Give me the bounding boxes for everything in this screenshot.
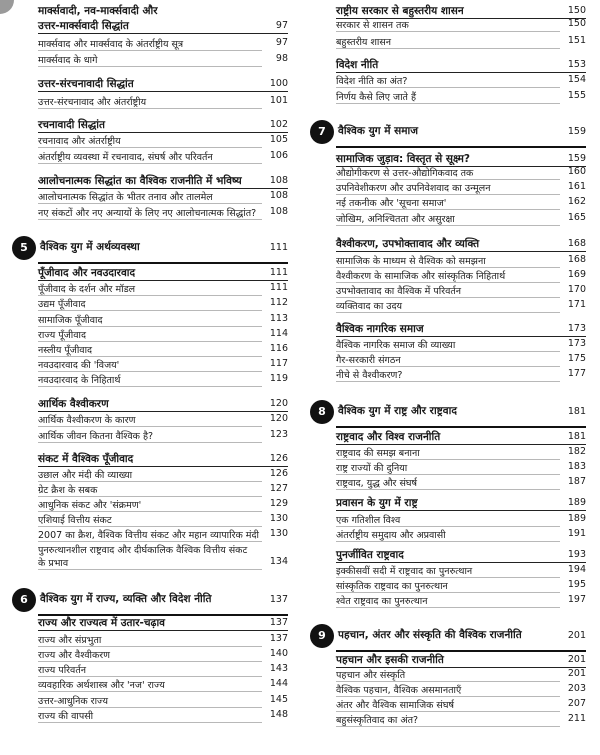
entry-title: अंतर्राष्ट्रीय व्यवस्था में रचनावाद, संघर्ष और परिवर्तन	[38, 152, 213, 163]
entry-title: अंतर और वैश्विक सामाजिक संघर्ष	[336, 700, 454, 711]
chapter-title: वैश्विक युग में अर्थव्यवस्था	[40, 241, 140, 253]
section-title: संकट में वैश्विक पूँजीवाद	[38, 453, 134, 465]
page-number: 102	[269, 119, 288, 130]
section-rule	[38, 630, 288, 631]
page-number: 114	[269, 328, 288, 339]
section-title: रचनावादी सिद्धांत	[38, 119, 105, 131]
page-number: 111	[269, 282, 288, 293]
entry-rule	[38, 50, 262, 51]
entry-title: एशियाई वित्तीय संकट	[38, 515, 112, 526]
entry-title: सांस्कृतिक राष्ट्रवाद का पुनरुत्थान	[336, 581, 448, 592]
entry-rule	[336, 179, 560, 180]
entry-title: राष्ट्रवाद की समझ बनाना	[336, 448, 420, 459]
page-number: 130	[269, 513, 288, 524]
section-rule	[336, 72, 586, 73]
section-title: उत्तर-मार्क्सवादी सिद्धांत	[38, 20, 129, 32]
section-title: प्रवासन के युग में राष्ट्र	[336, 497, 418, 509]
chapter-title: पहचान, अंतर और संस्कृति की वैश्विक राजनीति	[338, 629, 522, 641]
entry-title: मार्क्सवाद और मार्क्सवाद के अंतर्राष्ट्रीय सूत्र	[38, 39, 184, 50]
chapter-number-badge: 8	[310, 400, 334, 424]
page-number: 159	[567, 153, 586, 164]
page-number: 137	[269, 594, 288, 605]
section-rule	[336, 336, 586, 337]
chapter-title: वैश्विक युग में समाज	[338, 125, 419, 137]
entry-rule	[336, 225, 560, 226]
entry-title: उद्यम पूँजीवाद	[38, 299, 86, 310]
page-number: 129	[269, 498, 288, 509]
page-number: 175	[567, 353, 586, 364]
page-number: 126	[269, 453, 288, 464]
chapter-number-badge: 5	[12, 236, 36, 260]
entry-rule	[38, 386, 262, 387]
page-number: 197	[567, 594, 586, 605]
entry-rule	[38, 511, 262, 512]
entry-title: एक गतिशील विश्व	[336, 515, 401, 526]
section-title: उत्तर-संरचनावादी सिद्धांत	[38, 78, 134, 90]
entry-title: मार्क्सवाद के धागे	[38, 55, 98, 66]
page-number: 183	[567, 461, 586, 472]
page-number: 106	[269, 150, 288, 161]
page-number: 123	[269, 429, 288, 440]
page-number: 193	[567, 549, 586, 560]
page-number: 189	[567, 513, 586, 524]
entry-rule	[38, 426, 262, 427]
entry-title: गैर-सरकारी संगठन	[336, 355, 401, 366]
entry-title: राज्य की वापसी	[38, 711, 94, 722]
page-number: 155	[567, 90, 586, 101]
page-number: 191	[567, 528, 586, 539]
page-number: 154	[567, 74, 586, 85]
section-title: आर्थिक वैश्वीकरण	[38, 398, 109, 410]
entry-rule	[38, 163, 262, 164]
entry-title: नई तकनीक और 'सूचना समाज'	[336, 198, 447, 209]
page-number: 120	[269, 398, 288, 409]
page-number: 168	[567, 238, 586, 249]
page-number: 126	[269, 468, 288, 479]
section-title: पुनर्जीवित राष्ट्रवाद	[336, 549, 404, 561]
entry-title: नवउदारवाद की 'विजय'	[38, 360, 120, 371]
entry-rule	[38, 203, 262, 204]
entry-rule	[336, 87, 560, 88]
entry-rule	[336, 381, 560, 382]
entry-title: उछाल और मंदी की व्याख्या	[38, 470, 133, 481]
entry-rule	[38, 310, 262, 311]
entry-rule	[336, 267, 560, 268]
entry-title: नवउदारवाद के निहितार्थ	[38, 375, 121, 386]
page-number: 112	[269, 297, 288, 308]
section-title: पूँजीवाद और नवउदारवाद	[38, 267, 136, 279]
entry-title: वैश्वीकरण के सामाजिक और सांस्कृतिक निहितार्थ	[336, 271, 506, 282]
entry-rule	[38, 541, 262, 542]
entry-rule	[38, 341, 262, 342]
page-number: 111	[269, 267, 288, 278]
entry-title: आर्थिक वैश्वीकरण के कारण	[38, 415, 136, 426]
entry-rule	[336, 541, 560, 542]
entry-rule	[336, 681, 560, 682]
page-number: 153	[567, 59, 586, 70]
page-number: 137	[269, 617, 288, 628]
section-rule	[336, 510, 586, 511]
section-rule	[38, 91, 288, 92]
entry-rule	[336, 607, 560, 608]
entry-title: उपनिवेशीकरण और उपनिवेशवाद का उन्मूलन	[336, 183, 491, 194]
entry-rule	[336, 103, 560, 104]
page-number: 162	[567, 196, 586, 207]
entry-title: व्यवहारिक अर्थशास्त्र और 'नज' राज्य	[38, 680, 165, 691]
page-number: 181	[567, 431, 586, 442]
entry-title: आधुनिक संकट और 'संक्रमण'	[38, 500, 142, 511]
page-number: 203	[567, 683, 586, 694]
entry-title: रचनावाद और अंतर्राष्ट्रीय	[38, 136, 121, 147]
page-number: 108	[269, 190, 288, 201]
entry-title: सामाजिक के माध्यम से वैश्विक को समझना	[336, 256, 486, 267]
entry-title: औद्योगीकरण से उत्तर-औद्योगिकवाद तक	[336, 168, 474, 179]
page-number: 151	[567, 35, 586, 46]
page-number: 150	[567, 18, 586, 29]
page-number: 120	[269, 413, 288, 424]
page-number: 101	[269, 95, 288, 106]
page-number: 145	[269, 694, 288, 705]
entry-title: सरकार से शासन तक	[336, 20, 409, 31]
chapter-rule	[336, 650, 586, 652]
entry-title: राज्य और वैश्वीकरण	[38, 650, 111, 661]
entry-rule	[336, 577, 560, 578]
section-title: राष्ट्रीय सरकार से बहुस्तरीय शासन	[336, 5, 464, 17]
page-number: 100	[269, 78, 288, 89]
section-title: मार्क्सवादी, नव-मार्क्सवादी और	[38, 5, 158, 17]
page-number: 201	[567, 630, 586, 641]
page-number: 143	[269, 663, 288, 674]
entry-rule	[38, 661, 262, 662]
page-number: 137	[269, 633, 288, 644]
entry-title: जोखिम, अनिश्चितता और असुरक्षा	[336, 214, 455, 225]
entry-rule	[336, 297, 560, 298]
page-number: 161	[567, 181, 586, 192]
entry-title: राष्ट्र राज्यों की दुनिया	[336, 463, 408, 474]
entry-title: नए संकटों और नए अन्यायों के लिए नए आलोचनात्मक सिद्धांत?	[38, 208, 257, 219]
entry-rule	[38, 691, 262, 692]
entry-title: सामाजिक पूँजीवाद	[38, 315, 103, 326]
entry-title: उत्तर-संरचनावाद और अंतर्राष्ट्रीय	[38, 97, 147, 108]
section-rule	[336, 251, 586, 252]
section-title: पहचान और इसकी राजनीति	[336, 654, 444, 666]
page-number: 211	[567, 713, 586, 724]
entry-rule	[336, 526, 560, 527]
entry-rule	[336, 726, 560, 727]
entry-rule	[336, 194, 560, 195]
page-number: 140	[269, 648, 288, 659]
entry-title: वैश्विक पहचान, वैश्विक असमानताएँ	[336, 685, 462, 696]
page-number: 144	[269, 678, 288, 689]
entry-title: निर्णय कैसे लिए जाते हैं	[336, 92, 417, 103]
page-number: 189	[567, 497, 586, 508]
entry-title: व्यक्तिवाद का उदय	[336, 301, 403, 312]
chapter-number-badge: 9	[310, 624, 334, 648]
entry-title: इक्कीसवीं सदी में राष्ट्रवाद का पुनरुत्थान	[336, 566, 473, 577]
page-number: 201	[567, 668, 586, 679]
page-number: 173	[567, 323, 586, 334]
page-number: 116	[269, 343, 288, 354]
page-number: 173	[567, 338, 586, 349]
entry-title: आर्थिक जीवन कितना वैश्विक है?	[38, 431, 154, 442]
entry-title: आलोचनात्मक सिद्धांत के भीतर तनाव और तालमेल	[38, 192, 213, 203]
entry-title: पूँजीवाद के दर्शन और मॉडल	[38, 284, 136, 295]
entry-rule	[38, 442, 262, 443]
entry-title: बहुसंस्कृतिवाद का अंत?	[336, 715, 419, 726]
entry-rule	[38, 569, 262, 570]
section-title: राष्ट्रवाद और विश्व राजनीति	[336, 431, 441, 443]
page-number: 113	[269, 313, 288, 324]
section-rule	[38, 132, 288, 133]
entry-rule	[38, 108, 262, 109]
page-number: 160	[567, 166, 586, 177]
section-title: आलोचनात्मक सिद्धांत का वैश्विक राजनीति में भविष्य	[38, 175, 242, 187]
entry-rule	[336, 351, 560, 352]
entry-rule	[38, 646, 262, 647]
page-number: 148	[269, 709, 288, 720]
entry-rule	[38, 676, 262, 677]
chapter-rule	[336, 146, 586, 148]
entry-rule	[38, 66, 262, 67]
section-title: वैश्वीकरण, उपभोक्तावाद और व्यक्ति	[336, 238, 480, 250]
page-number: 98	[275, 53, 288, 64]
entry-rule	[336, 366, 560, 367]
section-rule	[336, 444, 586, 445]
chapter-title: वैश्विक युग में राष्ट्र और राष्ट्रवाद	[338, 405, 457, 417]
entry-title: वैश्विक नागरिक समाज की व्याख्या	[336, 340, 456, 351]
entry-rule	[336, 31, 560, 32]
entry-title: बहुस्तरीय शासन	[336, 37, 392, 48]
chapter-rule	[336, 426, 586, 428]
page-number: 134	[269, 556, 288, 567]
entry-title: राज्य पूँजीवाद	[38, 330, 87, 341]
page-number: 111	[269, 242, 288, 253]
entry-rule	[38, 481, 262, 482]
page-number: 182	[567, 446, 586, 457]
section-title: विदेश नीति	[336, 59, 379, 71]
entry-rule	[38, 295, 262, 296]
entry-title: अंतर्राष्ट्रीय समुदाय और अप्रवासी	[336, 530, 446, 541]
page-number: 168	[567, 254, 586, 265]
entry-rule	[336, 592, 560, 593]
entry-rule	[336, 312, 560, 313]
entry-rule	[336, 696, 560, 697]
entry-title: पुनरुत्थानशील राष्ट्रवाद और दीर्घकालिक वैश्विक वित्तीय संकट	[38, 545, 248, 556]
entry-rule	[336, 48, 560, 49]
entry-rule	[336, 474, 560, 475]
page-number: 165	[567, 212, 586, 223]
entry-rule	[38, 722, 262, 723]
page-number: 169	[567, 269, 586, 280]
entry-rule	[38, 147, 262, 148]
section-rule	[38, 466, 288, 467]
page-number: 195	[567, 579, 586, 590]
entry-rule	[336, 209, 560, 210]
entry-title: 2007 का क्रैश, वैश्विक वित्तीय संकट और महान व्यापारिक मंदी	[38, 530, 259, 541]
section-rule	[38, 411, 288, 412]
page-number: 159	[567, 126, 586, 137]
page-number: 207	[567, 698, 586, 709]
section-rule	[38, 188, 288, 189]
chapter-title: वैश्विक युग में राज्य, व्यक्ति और विदेश नीति	[40, 593, 212, 605]
page-corner-mark	[0, 0, 14, 14]
page-number: 150	[567, 5, 586, 16]
page-number: 119	[269, 373, 288, 384]
section-rule	[38, 33, 288, 34]
page-number: 108	[269, 175, 288, 186]
page-number: 170	[567, 284, 586, 295]
entry-title: उपभोक्तावाद का वैश्विक में परिवर्तन	[336, 286, 462, 297]
entry-rule	[38, 356, 262, 357]
page-number: 181	[567, 406, 586, 417]
entry-title: राज्य परिवर्तन	[38, 665, 87, 676]
entry-title: श्वेत राष्ट्रवाद का पुनरुत्थान	[336, 596, 428, 607]
entry-rule	[336, 459, 560, 460]
section-rule	[336, 562, 586, 563]
entry-title: विदेश नीति का अंत?	[336, 76, 408, 87]
entry-title: राष्ट्रवाद, युद्ध और संघर्ष	[336, 478, 417, 489]
entry-rule	[38, 219, 262, 220]
entry-rule	[38, 326, 262, 327]
page-number: 108	[269, 206, 288, 217]
entry-rule	[38, 526, 262, 527]
chapter-rule	[38, 262, 288, 264]
section-title: सामाजिक जुड़ाव: विस्तृत से सूक्ष्म?	[336, 153, 471, 165]
entry-title: नीचे से वैश्वीकरण?	[336, 370, 403, 381]
page-number: 105	[269, 134, 288, 145]
entry-title: राज्य और संप्रभुता	[38, 635, 102, 646]
entry-rule	[336, 282, 560, 283]
chapter-number-badge: 7	[310, 120, 334, 144]
page-number: 177	[567, 368, 586, 379]
chapter-number-badge: 6	[12, 588, 36, 612]
page-number: 130	[269, 528, 288, 539]
entry-title: ग्रेट क्रैश के सबक	[38, 485, 98, 496]
entry-title: के प्रभाव	[38, 558, 69, 569]
page-number: 97	[275, 37, 288, 48]
entry-rule	[38, 496, 262, 497]
page-number: 187	[567, 476, 586, 487]
section-title: वैश्विक नागरिक समाज	[336, 323, 424, 335]
entry-title: उत्तर-आधुनिक राज्य	[38, 696, 108, 707]
page-number: 127	[269, 483, 288, 494]
entry-rule	[336, 711, 560, 712]
entry-rule	[38, 707, 262, 708]
entry-rule	[336, 489, 560, 490]
page-number: 97	[275, 20, 288, 31]
page-number: 201	[567, 654, 586, 665]
page-number: 171	[567, 299, 586, 310]
page-number: 117	[269, 358, 288, 369]
page-number: 194	[567, 564, 586, 575]
section-title: राज्य और राज्यत्व में उतार-चढ़ाव	[38, 617, 166, 629]
section-rule	[38, 280, 288, 281]
entry-title: नस्लीय पूँजीवाद	[38, 345, 93, 356]
entry-rule	[38, 371, 262, 372]
entry-title: पहचान और संस्कृति	[336, 670, 406, 681]
